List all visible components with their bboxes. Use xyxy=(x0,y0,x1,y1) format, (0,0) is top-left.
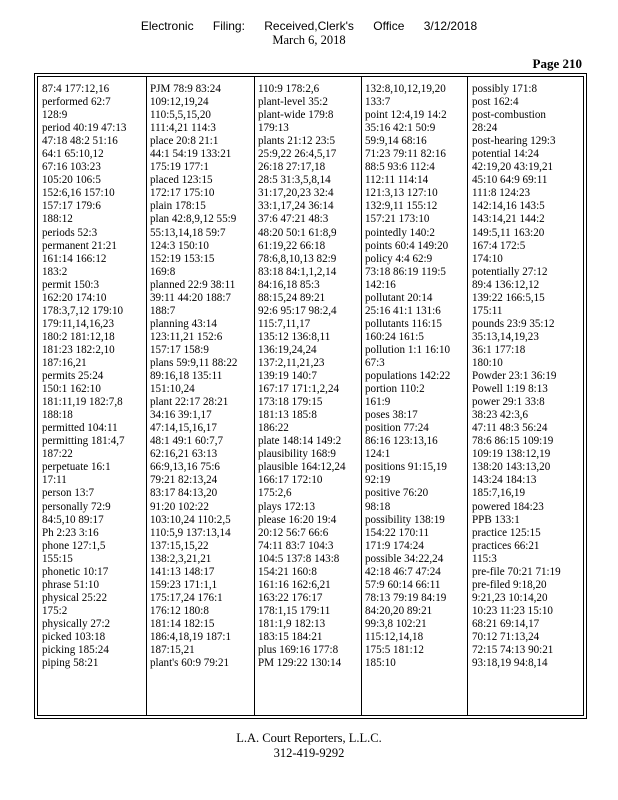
index-entry-line: periods 52:3 xyxy=(42,226,98,239)
index-entry-line: 78:6,8,10,13 82:9 xyxy=(258,252,337,265)
index-entry-line: 187:16,21 xyxy=(42,356,87,369)
index-entry-line: 137:15,15,22 xyxy=(150,539,209,552)
index-entry-line: 88:15,24 89:21 xyxy=(258,291,326,304)
index-entry-line: plant 22:17 28:21 xyxy=(150,396,229,409)
index-entry-line: 25:16 41:1 131:6 xyxy=(365,304,441,317)
index-entry-line: 123:11,21 152:6 xyxy=(150,330,223,343)
index-entry-line: 72:15 74:13 90:21 xyxy=(472,644,554,657)
index-entry-line: 175:11 xyxy=(472,304,503,317)
index-entry-line: 28:24 xyxy=(472,122,498,135)
index-entry-line: point 12:4,19 14:2 xyxy=(365,109,447,122)
index-entry-line: 172:17 175:10 xyxy=(150,187,215,200)
index-entry-line: pre-filed 9:18,20 xyxy=(472,578,547,591)
index-entry-line: physical 25:22 xyxy=(42,591,108,604)
index-entry-line: 115:12,14,18 xyxy=(365,630,424,643)
index-entry-line: possibility 138:19 xyxy=(365,513,445,526)
index-entry-line: 143:24 184:13 xyxy=(472,474,537,487)
index-entry-line: 169:8 xyxy=(150,265,176,278)
index-entry-line: 142:16 xyxy=(365,278,396,291)
index-entry-line: 99:3,8 102:21 xyxy=(365,617,427,630)
index-entry-line: PJM 78:9 83:24 xyxy=(150,83,221,95)
index-entry-line: 157:21 173:10 xyxy=(365,213,430,226)
index-entry-line: 166:17 172:10 xyxy=(258,474,323,487)
index-entry-line: 9:21,23 10:14,20 xyxy=(472,591,548,604)
index-entry-line: pre-file 70:21 71:19 xyxy=(472,565,561,578)
index-entry-line: 71:23 79:11 82:16 xyxy=(365,148,446,161)
index-entry-line: 47:18 48:2 51:16 xyxy=(42,135,118,148)
index-entry-line: 181:14 182:15 xyxy=(150,617,215,630)
index-entry-line: 78:6 86:15 109:19 xyxy=(472,435,554,448)
index-entry-line: 159:23 171:1,1 xyxy=(150,578,218,591)
index-entry-line: 105:20 106:5 xyxy=(42,174,101,187)
index-entry-line: plate 148:14 149:2 xyxy=(258,435,342,448)
index-entry-line: 84:5,10 89:17 xyxy=(42,513,104,526)
index-entry-line: 98:18 xyxy=(365,500,391,513)
index-entry-line: potential 14:24 xyxy=(472,148,539,161)
index-entry-line: 136:19,24,24 xyxy=(258,343,317,356)
index-entry-line: 47:14,15,16,17 xyxy=(150,422,217,435)
index-entry-line: 160:24 161:5 xyxy=(365,330,424,343)
index-entry-line: 48:20 50:1 61:8,9 xyxy=(258,226,337,239)
index-entry-line: 42:18 46:7 47:24 xyxy=(365,565,441,578)
index-entry-line: 47:11 48:3 56:24 xyxy=(472,422,548,435)
index-entry-line: 132:9,11 155:12 xyxy=(365,200,438,213)
index-entry-line: 163:22 176:17 xyxy=(258,591,323,604)
index-entry-line: 33:1,17,24 36:14 xyxy=(258,200,334,213)
index-entry-line: physically 27:2 xyxy=(42,617,111,630)
index-entry-line: 36:1 177:18 xyxy=(472,343,526,356)
index-entry-line: 26:18 27:17,18 xyxy=(258,161,326,174)
index-entry-line: 35:16 42:1 50:9 xyxy=(365,122,436,135)
index-entry-line: 179:11,14,16,23 xyxy=(42,317,115,330)
index-entry-line: Ph 2:23 3:16 xyxy=(42,526,99,539)
index-entry-line: 110:5,5,15,20 xyxy=(150,109,211,122)
index-entry-line: 73:18 86:19 119:5 xyxy=(365,265,446,278)
index-entry-line: 137:2,11,21,23 xyxy=(258,356,325,369)
index-entry-line: 175:2,6 xyxy=(258,487,292,500)
index-entry-line: 109:12,19,24 xyxy=(150,96,209,109)
stamp-segment: Received,Clerk's xyxy=(264,19,354,33)
index-entry-line: picked 103:18 xyxy=(42,630,106,643)
index-entry-line: 173:18 179:15 xyxy=(258,396,323,409)
index-entry-line: 111:4,21 114:3 xyxy=(150,122,216,135)
index-entry-line: 84:20,20 89:21 xyxy=(365,604,433,617)
index-entry-line: 115:3 xyxy=(472,552,497,565)
index-entry-line: 67:16 103:23 xyxy=(42,161,101,174)
index-entry-line: personally 72:9 xyxy=(42,500,111,513)
index-entry-line: pounds 23:9 35:12 xyxy=(472,317,555,330)
index-entry-line: planned 22:9 38:11 xyxy=(150,278,236,291)
index-entry-line: 151:10,24 xyxy=(150,383,195,396)
index-entry-line: 152:6,16 157:10 xyxy=(42,187,115,200)
index-entry-line: pollution 1:1 16:10 xyxy=(365,343,451,356)
index-entry-line: 128:9 xyxy=(42,109,68,122)
index-entry-line: 48:1 49:1 60:7,7 xyxy=(150,435,224,448)
index-entry-line: 139:19 140:7 xyxy=(258,370,317,383)
filing-stamp-header xyxy=(0,19,618,47)
index-entry-line: 167:4 172:5 xyxy=(472,239,526,252)
page-number: Page 210 xyxy=(532,56,582,71)
index-column-2 xyxy=(150,83,237,670)
index-entry-line: 167:17 171:1,2,24 xyxy=(258,383,340,396)
index-entry-line: 10:23 11:23 15:10 xyxy=(472,604,553,617)
index-entry-line: 179:13 xyxy=(258,122,289,135)
index-entry-line: 121:3,13 127:10 xyxy=(365,187,438,200)
index-entry-line: 79:21 82:13,24 xyxy=(150,474,218,487)
index-entry-line: possibly 171:8 xyxy=(472,83,538,95)
index-entry-line: 104:5 137:8 143:8 xyxy=(258,552,340,565)
index-entry-line: 187:22 xyxy=(42,448,73,461)
index-entry-line: 20:12 56:7 66:6 xyxy=(258,526,329,539)
index-entry-line: placed 123:15 xyxy=(150,174,213,187)
index-entry-line: 45:10 64:9 69:11 xyxy=(472,174,548,187)
index-entry-line: 175:2 xyxy=(42,604,68,617)
index-entry-line: 124:3 150:10 xyxy=(150,239,209,252)
index-entry-line: 181:11,19 182:7,8 xyxy=(42,396,123,409)
index-entry-line: post-hearing 129:3 xyxy=(472,135,556,148)
index-entry-line: policy 4:4 62:9 xyxy=(365,252,433,265)
index-entry-line: 133:7 xyxy=(365,96,391,109)
index-entry-line: 68:21 69:14,17 xyxy=(472,617,540,630)
index-entry-line: 142:14,16 143:5 xyxy=(472,200,545,213)
index-entry-line: 83:18 84:1,1,2,14 xyxy=(258,265,337,278)
index-entry-line: 161:16 162:6,21 xyxy=(258,578,331,591)
index-entry-line: position 77:24 xyxy=(365,422,429,435)
index-entry-line: permanent 21:21 xyxy=(42,239,117,252)
index-entry-line: perpetuate 16:1 xyxy=(42,461,111,474)
index-entry-line: 59:9,14 68:16 xyxy=(365,135,427,148)
index-entry-line: post-combustion xyxy=(472,109,546,122)
index-entry-line: permits 25:24 xyxy=(42,370,104,383)
index-entry-line: 152:19 153:15 xyxy=(150,252,215,265)
index-entry-line: 155:15 xyxy=(42,552,73,565)
index-entry-line: phone 127:1,5 xyxy=(42,539,106,552)
index-entry-line: performed 62:7 xyxy=(42,96,111,109)
index-entry-line: 188:18 xyxy=(42,409,73,422)
index-entry-line: picking 185:24 xyxy=(42,644,109,657)
index-entry-line: 31:17,20,23 32:4 xyxy=(258,187,334,200)
index-entry-line: 55:13,14,18 59:7 xyxy=(150,226,226,239)
index-entry-line: PM 129:22 130:14 xyxy=(258,657,342,670)
filing-stamp-line xyxy=(0,19,618,33)
index-entry-line: 91:20 102:22 xyxy=(150,500,209,513)
index-entry-line: pointedly 140:2 xyxy=(365,226,435,239)
index-entry-line: 39:11 44:20 188:7 xyxy=(150,291,231,304)
index-entry-line: 25:9,22 26:4,5,17 xyxy=(258,148,337,161)
stamp-segment: 3/12/2018 xyxy=(423,19,478,33)
index-entry-line: 86:16 123:13,16 xyxy=(365,435,438,448)
index-entry-line: 78:13 79:19 84:19 xyxy=(365,591,447,604)
index-entry-line: 44:1 54:19 133:21 xyxy=(150,148,232,161)
index-entry-line: 74:11 83:7 104:3 xyxy=(258,539,334,552)
index-column-1 xyxy=(42,83,126,670)
index-entry-line: 175:17,24 176:1 xyxy=(150,591,223,604)
index-entry-line: 149:5,11 163:20 xyxy=(472,226,545,239)
column-divider xyxy=(361,76,362,716)
index-column-4 xyxy=(365,83,450,670)
index-entry-line: 64:1 65:10,12 xyxy=(42,148,104,161)
index-entry-line: power 29:1 33:8 xyxy=(472,396,545,409)
index-entry-line: 70:12 71:13,24 xyxy=(472,630,540,643)
index-entry-line: planning 43:14 xyxy=(150,317,217,330)
index-entry-line: 89:4 136:12,12 xyxy=(472,278,540,291)
index-entry-line: plays 172:13 xyxy=(258,500,316,513)
index-entry-line: 161:9 xyxy=(365,396,391,409)
index-entry-line: 185:10 xyxy=(365,657,396,670)
index-entry-line: 88:5 93:6 112:4 xyxy=(365,161,435,174)
index-entry-line: 67:3 xyxy=(365,356,385,369)
index-entry-line: person 13:7 xyxy=(42,487,95,500)
index-entry-line: 124:1 xyxy=(365,448,391,461)
index-entry-line: 157:17 158:9 xyxy=(150,343,209,356)
index-entry-line: 178:3,7,12 179:10 xyxy=(42,304,124,317)
index-entry-line: period 40:19 47:13 xyxy=(42,122,127,135)
index-entry-line: 112:11 114:14 xyxy=(365,174,429,187)
index-entry-line: 181:23 182:2,10 xyxy=(42,343,115,356)
index-entry-line: permitting 181:4,7 xyxy=(42,435,125,448)
index-entry-line: populations 142:22 xyxy=(365,370,451,383)
index-entry-line: 115:7,11,17 xyxy=(258,317,311,330)
index-entry-line: phonetic 10:17 xyxy=(42,565,109,578)
reporter-name: L.A. Court Reporters, L.L.C. xyxy=(236,731,382,745)
index-entry-line: portion 110:2 xyxy=(365,383,425,396)
index-entry-line: 180:2 181:12,18 xyxy=(42,330,115,343)
index-entry-line: plain 178:15 xyxy=(150,200,206,213)
index-entry-line: 154:22 170:11 xyxy=(365,526,429,539)
filing-date: March 6, 2018 xyxy=(272,33,346,47)
index-entry-line: permit 150:3 xyxy=(42,278,100,291)
index-entry-line: 35:13,14,19,23 xyxy=(472,330,539,343)
index-entry-line: plant's 60:9 79:21 xyxy=(150,657,230,670)
index-entry-line: permitted 104:11 xyxy=(42,422,118,435)
index-entry-line: Powder 23:1 36:19 xyxy=(472,370,557,383)
index-entry-line: plausible 164:12,24 xyxy=(258,461,346,474)
index-entry-line: please 16:20 19:4 xyxy=(258,513,337,526)
index-entry-line: 175:19 177:1 xyxy=(150,161,209,174)
index-entry-line: 176:12 180:8 xyxy=(150,604,209,617)
index-entry-line: 61:19,22 66:18 xyxy=(258,239,326,252)
index-entry-line: 171:9 174:24 xyxy=(365,539,424,552)
index-entry-line: pollutants 116:15 xyxy=(365,317,442,330)
index-entry-line: 87:4 177:12,16 xyxy=(42,83,110,95)
index-entry-line: 110:5,9 137:13,14 xyxy=(150,526,231,539)
index-entry-line: 103:10,24 110:2,5 xyxy=(150,513,231,526)
index-entry-line: 154:21 160:8 xyxy=(258,565,317,578)
index-entry-line: 92:6 95:17 98:2,4 xyxy=(258,304,337,317)
index-entry-line: 181:13 185:8 xyxy=(258,409,317,422)
index-entry-line: 181:1,9 182:13 xyxy=(258,617,326,630)
index-entry-line: 34:16 39:1,17 xyxy=(150,409,212,422)
index-entry-line: PPB 133:1 xyxy=(472,513,520,526)
index-entry-line: plausibility 168:9 xyxy=(258,448,336,461)
index-entry-line: powered 184:23 xyxy=(472,500,544,513)
index-entry-line: 17:11 xyxy=(42,474,67,487)
stamp-segment: Electronic xyxy=(140,19,194,33)
column-divider xyxy=(467,76,468,716)
index-entry-line: plus 169:16 177:8 xyxy=(258,644,339,657)
index-entry-line: 185:7,16,19 xyxy=(472,487,526,500)
index-entry-line: 132:8,10,12,19,20 xyxy=(365,83,446,95)
index-entry-line: phrase 51:10 xyxy=(42,578,99,591)
index-entry-line: 161:14 166:12 xyxy=(42,252,107,265)
index-entry-line: plants 21:12 23:5 xyxy=(258,135,336,148)
index-entry-line: practices 66:21 xyxy=(472,539,540,552)
index-entry-line: 183:2 xyxy=(42,265,68,278)
index-entry-line: possible 34:22,24 xyxy=(365,552,444,565)
index-entry-line: 62:16,21 63:13 xyxy=(150,448,218,461)
index-entry-line: plan 42:8,9,12 55:9 xyxy=(150,213,237,226)
index-entry-line: 143:14,21 144:2 xyxy=(472,213,545,226)
index-entry-line: 187:15,21 xyxy=(150,644,195,657)
stamp-segment: Filing: xyxy=(212,19,245,33)
index-entry-line: 84:16,18 85:3 xyxy=(258,278,320,291)
index-entry-line: 38:23 42:3,6 xyxy=(472,409,529,422)
index-entry-line: 93:18,19 94:8,14 xyxy=(472,657,548,670)
index-entry-line: poses 38:17 xyxy=(365,409,418,422)
index-entry-line: 175:5 181:12 xyxy=(365,644,424,657)
index-entry-line: 89:16,18 135:11 xyxy=(150,370,223,383)
index-entry-line: 141:13 148:17 xyxy=(150,565,215,578)
index-entry-line: pollutant 20:14 xyxy=(365,291,433,304)
index-entry-line: potentially 27:12 xyxy=(472,265,548,278)
index-entry-line: 57:9 60:14 66:11 xyxy=(365,578,441,591)
index-entry-line: 138:20 143:13,20 xyxy=(472,461,551,474)
index-entry-line: place 20:8 21:1 xyxy=(150,135,219,148)
index-entry-line: 42:19,20 43:19,21 xyxy=(472,161,554,174)
index-entry-line: 186:4,18,19 187:1 xyxy=(150,630,232,643)
index-entry-line: 110:9 178:2,6 xyxy=(258,83,320,95)
index-entry-line: 183:15 184:21 xyxy=(258,630,323,643)
index-entry-line: 157:17 179:6 xyxy=(42,200,101,213)
column-divider xyxy=(146,76,147,716)
index-entry-line: 28:5 31:3,5,8,14 xyxy=(258,174,331,187)
index-entry-line: practice 125:15 xyxy=(472,526,541,539)
index-entry-line: 92:19 xyxy=(365,474,391,487)
index-entry-line: 188:7 xyxy=(150,304,176,317)
index-entry-line: 150:1 162:10 xyxy=(42,383,101,396)
index-entry-line: 186:22 xyxy=(258,422,289,435)
index-entry-line: 109:19 138:12,19 xyxy=(472,448,551,461)
index-entry-line: 135:12 136:8,11 xyxy=(258,330,331,343)
index-entry-line: Powell 1:19 8:13 xyxy=(472,383,548,396)
reporter-phone: 312-419-9292 xyxy=(273,746,345,760)
index-entry-line: 66:9,13,16 75:6 xyxy=(150,461,220,474)
index-entry-line: positive 76:20 xyxy=(365,487,429,500)
index-entry-line: 111:8 124:23 xyxy=(472,187,531,200)
index-entry-line: piping 58:21 xyxy=(42,657,99,670)
index-entry-line: plant-level 35:2 xyxy=(258,96,328,109)
index-entry-line: plant-wide 179:8 xyxy=(258,109,334,122)
index-entry-line: 188:12 xyxy=(42,213,73,226)
index-entry-line: 83:17 84:13,20 xyxy=(150,487,218,500)
index-entry-line: 162:20 174:10 xyxy=(42,291,107,304)
index-entry-line: post 162:4 xyxy=(472,96,519,109)
index-entry-line: 37:6 47:21 48:3 xyxy=(258,213,329,226)
index-column-5 xyxy=(472,83,561,670)
index-entry-line: 139:22 166:5,15 xyxy=(472,291,545,304)
column-divider xyxy=(254,76,255,716)
stamp-segment: Office xyxy=(373,19,405,33)
index-column-3 xyxy=(258,83,346,670)
index-entry-line: 138:2,3,21,21 xyxy=(150,552,212,565)
index-entry-line: 174:10 xyxy=(472,252,503,265)
index-entry-line: 178:1,15 179:11 xyxy=(258,604,331,617)
index-entry-line: positions 91:15,19 xyxy=(365,461,447,474)
index-entry-line: points 60:4 149:20 xyxy=(365,239,449,252)
index-entry-line: plans 59:9,11 88:22 xyxy=(150,356,238,369)
index-entry-line: 180:10 xyxy=(472,356,503,369)
